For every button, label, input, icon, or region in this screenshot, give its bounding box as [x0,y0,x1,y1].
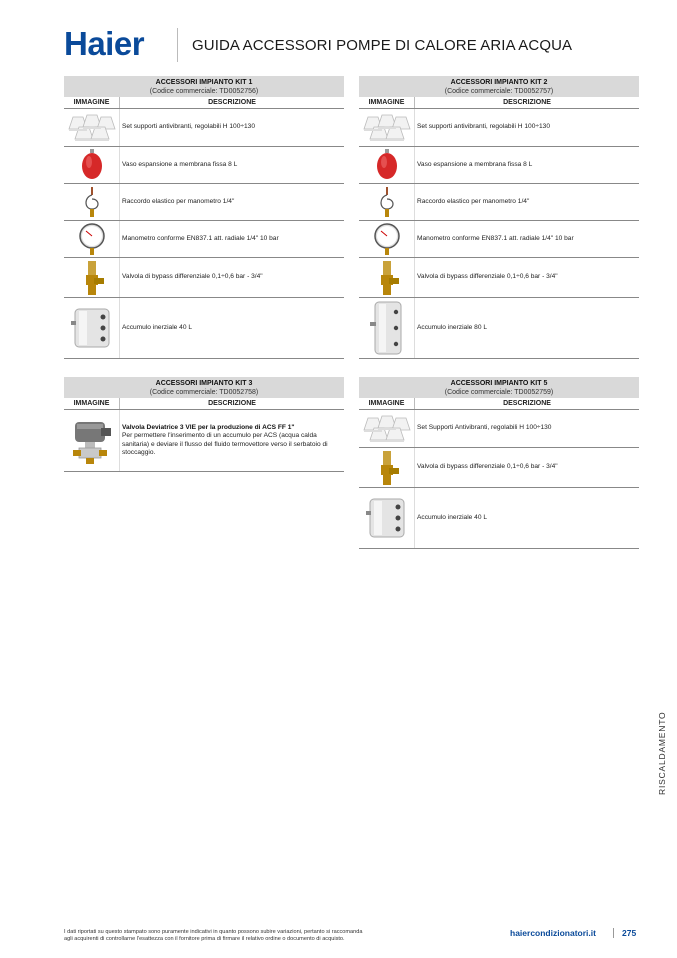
table-row [359,410,639,448]
tall-inertial-tank-icon [359,298,415,358]
antivibration-supports-icon [359,109,415,146]
item-description: Set supporti antivibranti, regolabili H 100÷130 [122,123,256,131]
column-image-label: IMMAGINE [359,97,415,108]
table-row [359,298,639,359]
item-description: Manometro conforme EN837.1 att. radiale 1/4" 10 bar [417,234,574,242]
table-row [64,410,344,472]
column-description-label: DESCRIZIONE [208,400,256,407]
column-header [64,398,344,410]
footer-disclaimer-line: I dati riportati su questo stampato sono puramente indicativi in quanto possono subire variazioni, pertanto si raccomanda [64,929,363,935]
item-description: Valvola di bypass differenziale 0,1÷0,6 bar - 3/4" [417,273,558,281]
kit-header [359,377,639,398]
kit-header [359,76,639,97]
table-row [64,221,344,258]
item-title: Valvola Deviatrice 3 VIE per la produzione di ACS FF 1" [122,423,295,431]
footer-disclaimer [64,929,434,943]
table-row [64,298,344,359]
kit-code: (Codice commerciale: TD0052759) [444,389,554,396]
item-description: Vaso espansione a membrana fissa 8 L [122,160,238,168]
kit-code: (Codice commerciale: TD0052758) [149,389,259,396]
kit-title: ACCESSORI IMPIANTO KIT 1 [155,79,253,86]
table-row [359,147,639,184]
column-description-label: DESCRIZIONE [503,400,551,407]
table-row [64,184,344,221]
table-row [64,147,344,184]
item-description [120,410,344,471]
column-header [64,97,344,109]
footer-website: haiercondizionatori.it [510,928,596,938]
table-row [359,488,639,549]
pressure-gauge-icon [359,221,415,257]
column-header [359,398,639,410]
three-way-valve-icon [64,410,120,471]
item-description: Valvola di bypass differenziale 0,1÷0,6 bar - 3/4" [122,273,263,281]
item-description: Accumulo inerziale 40 L [417,513,488,521]
table-row [64,258,344,298]
item-description: Raccordo elastico per manometro 1/4" [122,197,235,205]
kit-title: ACCESSORI IMPIANTO KIT 2 [450,79,548,86]
table-row [359,109,639,147]
bypass-valve-icon [64,258,120,297]
item-description: Set supporti antivibranti, regolabili H 100÷130 [417,123,551,131]
kit-3-table [64,377,344,472]
pressure-gauge-icon [64,221,120,257]
kit-2-table [359,76,639,359]
kit-header [64,377,344,398]
bypass-valve-icon [359,258,415,297]
column-description-label: DESCRIZIONE [208,99,256,106]
elastic-fitting-icon [64,184,120,220]
kit-5-table [359,377,639,549]
column-header [359,97,639,109]
header-divider [177,28,178,62]
kit-title: ACCESSORI IMPIANTO KIT 5 [450,380,548,387]
antivibration-supports-icon [359,410,415,447]
item-description: Vaso espansione a membrana fissa 8 L [417,160,533,168]
kit-title: ACCESSORI IMPIANTO KIT 3 [155,380,253,387]
item-detail: Per permettere l'inserimento di un accumulo per ACS (acqua calda sanitaria) e deviare il flusso del fluido termovettore verso il serbatoio di stoccaggio. [122,432,328,456]
expansion-vessel-icon [359,147,415,183]
item-description: Accumulo inerziale 40 L [122,323,193,331]
section-side-label: RISCALDAMENTO [657,711,667,795]
kit-1-table [64,76,344,359]
item-description: Raccordo elastico per manometro 1/4" [417,197,530,205]
table-row [359,448,639,488]
antivibration-supports-icon [64,109,120,146]
column-image-label: IMMAGINE [64,97,120,108]
page-header [64,26,644,66]
haier-logo: Haier [64,25,145,62]
item-description: Accumulo inerziale 80 L [417,323,488,331]
table-row [359,184,639,221]
footer-divider [613,928,614,938]
item-description: Manometro conforme EN837.1 att. radiale 1/4" 10 bar [122,234,279,242]
column-description-label: DESCRIZIONE [503,99,551,106]
table-row [359,258,639,298]
inertial-tank-icon [359,488,415,548]
elastic-fitting-icon [359,184,415,220]
table-row [359,221,639,258]
page-number: 275 [622,928,637,938]
column-image-label: IMMAGINE [359,398,415,409]
table-row [64,109,344,147]
inertial-tank-icon [64,298,120,358]
expansion-vessel-icon [64,147,120,183]
page-title: GUIDA ACCESSORI POMPE DI CALORE ARIA ACQUA [192,37,573,54]
kit-code: (Codice commerciale: TD0052756) [149,88,259,95]
footer-disclaimer-line: agli acquirenti di controllarne l'esattezza con il fornitore prima di firmare il relativo ordine o documento di acquisto. [64,936,345,942]
column-image-label: IMMAGINE [64,398,120,409]
bypass-valve-icon [359,448,415,487]
item-description: Valvola di bypass differenziale 0,1÷0,6 bar - 3/4" [417,463,558,471]
kit-code: (Codice commerciale: TD0052757) [444,88,554,95]
kit-header [64,76,344,97]
item-description: Set Supporti Antivibranti, regolabili H 100÷130 [417,424,552,432]
